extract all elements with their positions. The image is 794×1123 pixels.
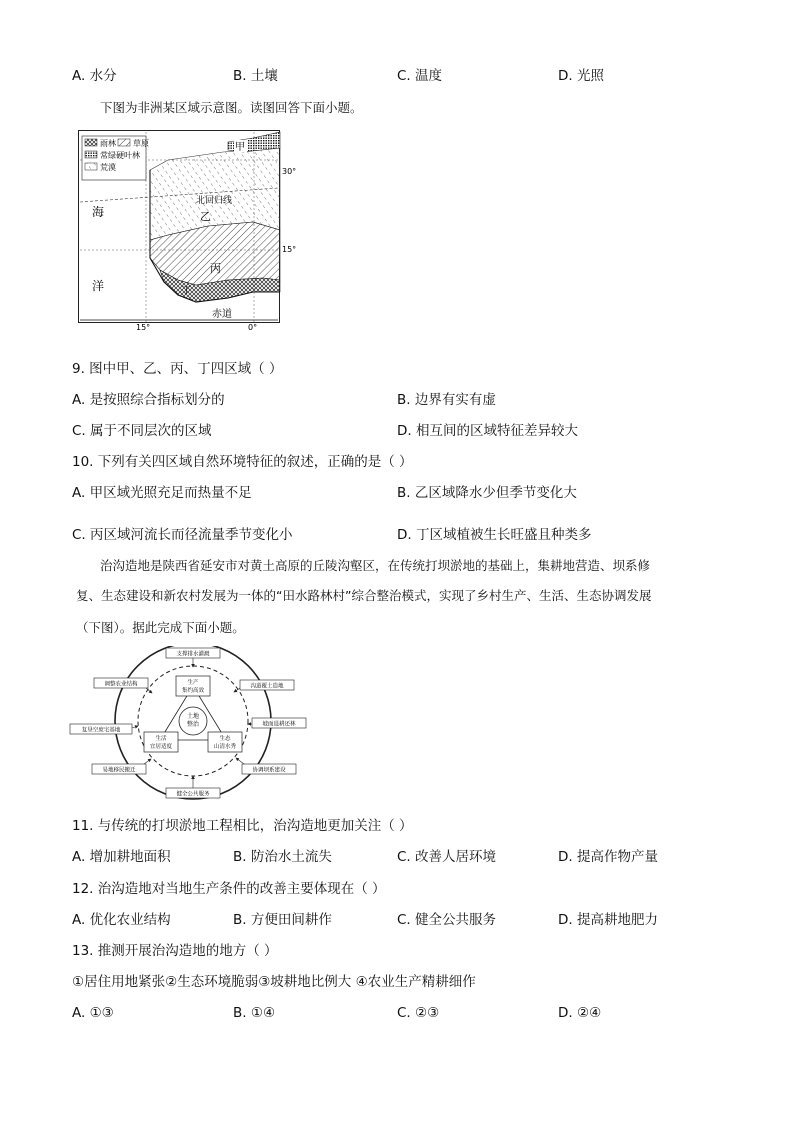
q12-option-b[interactable]: B. 方便田间耕作 bbox=[233, 912, 332, 928]
q10-option-c[interactable]: C. 丙区域河流长而径流量季节变化小 bbox=[72, 527, 293, 543]
q10-option-b[interactable]: B. 乙区域降水少但季节变化大 bbox=[397, 485, 577, 501]
q11-option-c[interactable]: C. 改善人居环境 bbox=[397, 849, 497, 865]
map-intro: 下图为非洲某区域示意图。读图回答下面小题。 bbox=[100, 100, 363, 115]
q12-option-a[interactable]: A. 优化农业结构 bbox=[72, 912, 171, 928]
label-yang: 洋 bbox=[92, 279, 105, 293]
center-line-1: 土地 bbox=[186, 713, 200, 720]
q13-option-c[interactable]: C. ②③ bbox=[397, 1005, 440, 1021]
outer-item-1: 支撑排水灌溉 bbox=[176, 651, 210, 658]
q9-option-b[interactable]: B. 边界有实有虚 bbox=[397, 392, 496, 408]
outer-item-3: 坡面退耕还林 bbox=[262, 721, 296, 728]
q13-statements: ①居住用地紧张②生态环境脆弱③坡耕地比例大 ④农业生产精耕细作 bbox=[72, 974, 476, 990]
label-lon15: 15° bbox=[136, 323, 151, 330]
outer-item-7: 复垦空废宅基地 bbox=[81, 727, 121, 734]
q11-stem: 11. 与传统的打坝淤地工程相比，治沟造地更加关注（ ） bbox=[72, 818, 413, 834]
q8-option-c[interactable]: C. 温度 bbox=[397, 68, 443, 84]
legend-desert: 荒漠 bbox=[100, 163, 116, 172]
q11-option-b[interactable]: B. 防治水土流失 bbox=[233, 849, 332, 865]
svg-text:山清水秀: 山清水秀 bbox=[213, 744, 237, 750]
outer-item-6: 易地移民搬迁 bbox=[102, 767, 136, 774]
q9-option-a[interactable]: A. 是按照综合指标划分的 bbox=[72, 392, 225, 408]
svg-text:集约高效: 集约高效 bbox=[181, 688, 205, 694]
q13-stem: 13. 推测开展治沟造地的地方（ ） bbox=[72, 943, 278, 959]
svg-text:生活: 生活 bbox=[155, 736, 167, 742]
label-lon0: 0° bbox=[248, 323, 258, 330]
q12-option-d[interactable]: D. 提高耕地肥力 bbox=[558, 912, 658, 928]
outer-item-4: 协调坝系建设 bbox=[252, 767, 286, 774]
q12-stem: 12. 治沟造地对当地生产条件的改善主要体现在（ ） bbox=[72, 881, 386, 897]
q12-option-c[interactable]: C. 健全公共服务 bbox=[397, 912, 497, 928]
passage-line-3: （下图）。据此完成下面小题。 bbox=[76, 620, 245, 635]
svg-text:宜居适度: 宜居适度 bbox=[149, 744, 173, 750]
q9-option-d[interactable]: D. 相互间的区域特征差异较大 bbox=[397, 423, 578, 439]
svg-text:生态: 生态 bbox=[219, 736, 231, 742]
outer-item-8: 调整农业结构 bbox=[104, 681, 138, 688]
label-jia: 甲 bbox=[235, 142, 245, 153]
q10-option-d[interactable]: D. 丁区域植被生长旺盛且种类多 bbox=[397, 527, 592, 543]
label-bing: 丙 bbox=[210, 262, 221, 275]
q13-option-b[interactable]: B. ①④ bbox=[233, 1005, 276, 1021]
label-hai: 海 bbox=[92, 205, 105, 219]
svg-text:生产: 生产 bbox=[187, 680, 199, 686]
label-yi: 乙 bbox=[200, 210, 211, 223]
label-lat30: 30° bbox=[282, 167, 297, 176]
label-tropic: 北回归线 bbox=[196, 196, 233, 206]
center-line-2: 整治 bbox=[186, 721, 200, 728]
q11-option-d[interactable]: D. 提高作物产量 bbox=[558, 849, 658, 865]
label-equator: 赤道 bbox=[212, 309, 232, 320]
passage-line-2: 复、生态建设和新农村发展为一体的“田水路林村”综合整治模式，实现了乡村生产、生活、生态协调发展 bbox=[76, 588, 652, 603]
q11-option-a[interactable]: A. 增加耕地面积 bbox=[72, 849, 171, 865]
land-consolidation-diagram bbox=[68, 646, 318, 806]
legend-rainforest: 雨林 bbox=[100, 139, 116, 148]
q13-option-d[interactable]: D. ②④ bbox=[558, 1005, 602, 1021]
q13-option-a[interactable]: A. ①③ bbox=[72, 1005, 114, 1021]
q8-option-b[interactable]: B. 土壤 bbox=[233, 68, 278, 84]
legend-savanna: 草原 bbox=[133, 139, 149, 148]
q9-stem: 9. 图中甲、乙、丙、丁四区域（ ） bbox=[72, 361, 283, 377]
q9-option-c[interactable]: C. 属于不同层次的区域 bbox=[72, 423, 212, 439]
legend-hardleaf: 常绿硬叶林 bbox=[100, 151, 140, 160]
passage-line-1: 治沟造地是陕西省延安市对黄土高原的丘陵沟壑区，在传统打坝淤地的基础上，集耕地营造、坝系修 bbox=[100, 558, 651, 573]
q8-option-a[interactable]: A. 水分 bbox=[72, 68, 117, 84]
q10-stem: 10. 下列有关四区域自然环境特征的叙述，正确的是（ ） bbox=[72, 454, 413, 470]
africa-region-map bbox=[78, 130, 310, 330]
label-ding: 丁 bbox=[182, 286, 192, 296]
outer-item-5: 健全公共服务 bbox=[176, 791, 210, 798]
q8-option-d[interactable]: D. 光照 bbox=[558, 68, 604, 84]
outer-item-2: 沟道覆土造地 bbox=[250, 683, 284, 690]
q10-option-a[interactable]: A. 甲区域光照充足而热量不足 bbox=[72, 485, 252, 501]
label-lat15: 15° bbox=[282, 245, 297, 254]
